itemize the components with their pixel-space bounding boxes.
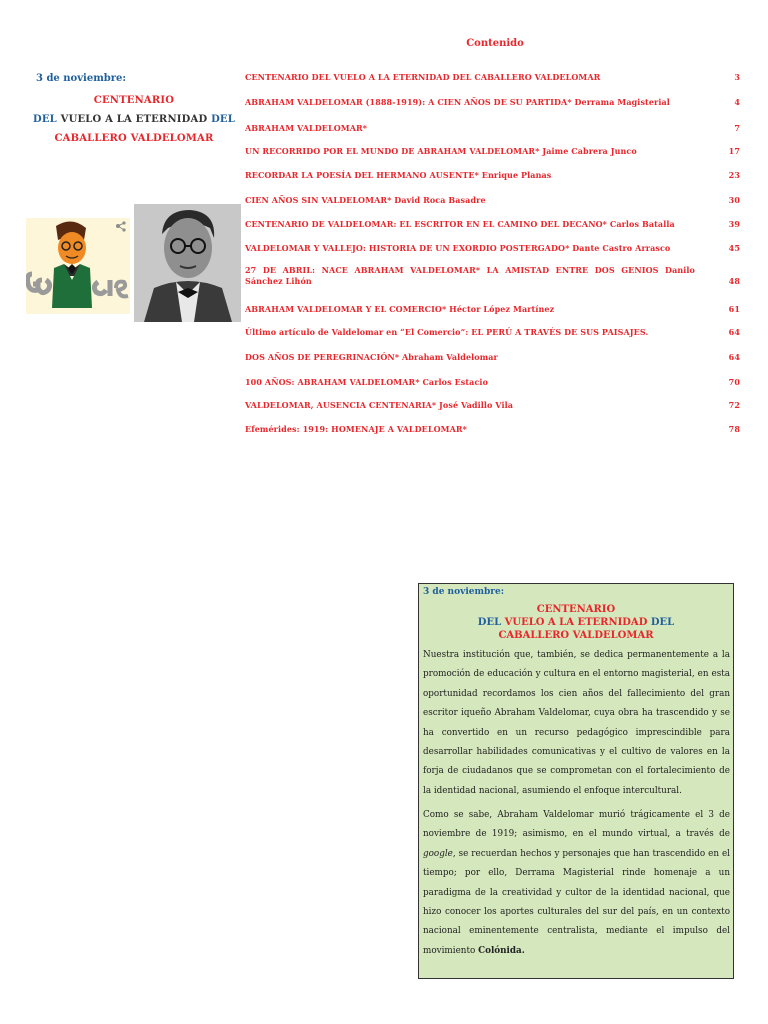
- google-doodle-image: [26, 218, 130, 314]
- sidebar-title-del-1: DEL: [32, 114, 57, 125]
- toc-entry-title: CIEN AÑOS SIN VALDELOMAR* David Roca Basadre: [245, 195, 486, 205]
- toc-entry[interactable]: [245, 123, 740, 133]
- toc-entry-title: VALDELOMAR, AUSENCIA CENTENARIA* José Vadillo Vila: [245, 400, 514, 410]
- toc-entry[interactable]: [245, 352, 740, 362]
- sidebar-title-del-2: DEL: [211, 114, 235, 125]
- box-paragraph-2: [423, 806, 730, 961]
- toc-entry[interactable]: [245, 170, 740, 180]
- toc-entry[interactable]: [245, 146, 740, 156]
- toc-entry-title: ABRAHAM VALDELOMAR*: [245, 123, 368, 133]
- box-title-del-2: DEL: [650, 617, 675, 628]
- toc-entry-page: 4: [734, 97, 740, 107]
- box-paragraph-2-colonida: Colónida.: [478, 945, 525, 956]
- toc-entry-page: 7: [734, 123, 740, 133]
- toc-entry-page: 23: [728, 170, 740, 180]
- box-title-line1: CENTENARIO: [536, 604, 616, 615]
- box-date: 3 de noviembre:: [423, 587, 505, 597]
- toc-entry[interactable]: [245, 424, 740, 434]
- box-title-del-1: DEL: [477, 617, 502, 628]
- sidebar-title-line3: CABALLERO VALDELOMAR: [54, 133, 214, 144]
- toc-entry-page: 17: [728, 146, 740, 156]
- box-title-line2: [419, 616, 733, 629]
- toc-entry-page: 72: [728, 400, 740, 410]
- toc-entry-title: CENTENARIO DE VALDELOMAR: EL ESCRITOR EN EL CAMINO DEL DECANO* Carlos Batalla: [245, 219, 675, 229]
- toc-entry-title: UN RECORRIDO POR EL MUNDO DE ABRAHAM VALDELOMAR* Jaime Cabrera Junco: [245, 146, 637, 156]
- toc-entry-page: 48: [728, 276, 740, 286]
- box-paragraph-2-text-b: , se recuerdan hechos y personajes que han trascendido en el tiempo; por ello, Derrama Magisterial rinde homenaje a un paradigma de la creatividad y cultor de la identidad nacional, que hizo conocer los aportes culturales del sur del país, en un contexto nacional eminentemente centralista, mediante el impulso del movimiento: [423, 848, 730, 956]
- sidebar-title-vuelo: VUELO A LA ETERNIDAD: [60, 114, 208, 125]
- toc-entry-title: 100 AÑOS: ABRAHAM VALDELOMAR* Carlos Estacio: [245, 377, 489, 387]
- intro-box: [418, 583, 734, 979]
- toc-entry[interactable]: [245, 97, 740, 107]
- toc-entry[interactable]: [245, 304, 740, 314]
- toc-entry[interactable]: [245, 327, 740, 337]
- toc-entry-title: ABRAHAM VALDELOMAR (1888-1919): A CIEN AÑOS DE SU PARTIDA* Derrama Magisterial: [245, 97, 670, 107]
- toc-entry-page: 30: [728, 195, 740, 205]
- toc-entry-title: VALDELOMAR Y VALLEJO: HISTORIA DE UN EXORDIO POSTERGADO* Dante Castro Arrasco: [245, 243, 671, 253]
- toc-entry-page: 39: [728, 219, 740, 229]
- toc-entry[interactable]: [245, 377, 740, 387]
- toc-entry-title: RECORDAR LA POESÍA DEL HERMANO AUSENTE* Enrique Planas: [245, 170, 552, 180]
- sidebar-title-line2: [20, 110, 248, 129]
- toc-heading: Contenido: [466, 38, 524, 49]
- toc-entry-title: Último artículo de Valdelomar en “El Comercio”: EL PERÚ A TRAVÉS DE SUS PAISAJES.: [245, 327, 649, 337]
- toc-entry-page: 64: [728, 327, 740, 337]
- box-title-vuelo: VUELO A LA ETERNIDAD: [504, 617, 648, 628]
- toc-entry[interactable]: [245, 72, 740, 82]
- box-title-line3: CABALLERO VALDELOMAR: [498, 630, 654, 641]
- box-paragraph-2-text-a: Como se sabe, Abraham Valdelomar murió trágicamente el 3 de noviembre de 1919; asimismo, en el mundo virtual, a través de: [423, 810, 730, 840]
- box-paragraph-1: Nuestra institución que, también, se dedica permanentemente a la promoción de educación y cultura en el entorno magisterial, en esta oportunidad recordamos los cien años del fallecimiento del gran escritor iqueño Abraham Valdelomar, cuya obra ha trascendido y se ha convertido en un recurso pedagógico imprescindible para desarrollar habilidades comunicativas y el cultivo de valores en la forja de ciudadanos que se comprometan con el fortalecimiento de la identidad nacional, asumiendo el enfoque intercultural.: [423, 650, 730, 796]
- sidebar-title: [20, 91, 248, 148]
- valdelomar-portrait: [134, 204, 241, 322]
- toc-entry-page: 64: [728, 352, 740, 362]
- sidebar-title-line1: CENTENARIO: [93, 95, 175, 106]
- sidebar-date: 3 de noviembre:: [36, 73, 127, 84]
- toc-entry[interactable]: [245, 219, 740, 229]
- box-title: [419, 603, 733, 642]
- toc-entry-title: ABRAHAM VALDELOMAR Y EL COMERCIO* Héctor López Martínez: [245, 304, 555, 314]
- toc-entry[interactable]: [245, 400, 740, 410]
- toc-entry-page: 70: [728, 377, 740, 387]
- toc-entry-page: 78: [728, 424, 740, 434]
- toc-entry-page: 45: [728, 243, 740, 253]
- toc-entry[interactable]: [245, 265, 740, 287]
- toc-entry-page: 61: [728, 304, 740, 314]
- toc-entry[interactable]: [245, 195, 740, 205]
- box-paragraph-2-google: google: [423, 848, 453, 859]
- toc-entry-title: 27 DE ABRIL: NACE ABRAHAM VALDELOMAR* LA AMISTAD ENTRE DOS GENIOS Danilo Sánchez Lihón: [245, 265, 695, 286]
- toc-entry-title: DOS AÑOS DE PEREGRINACIÓN* Abraham Valdelomar: [245, 352, 498, 362]
- toc-entry-title: CENTENARIO DEL VUELO A LA ETERNIDAD DEL CABALLERO VALDELOMAR: [245, 72, 601, 82]
- toc-entry[interactable]: [245, 243, 740, 253]
- toc-entry-page: 3: [734, 72, 740, 82]
- toc-entry-title: Efemérides: 1919: HOMENAJE A VALDELOMAR*: [245, 424, 467, 434]
